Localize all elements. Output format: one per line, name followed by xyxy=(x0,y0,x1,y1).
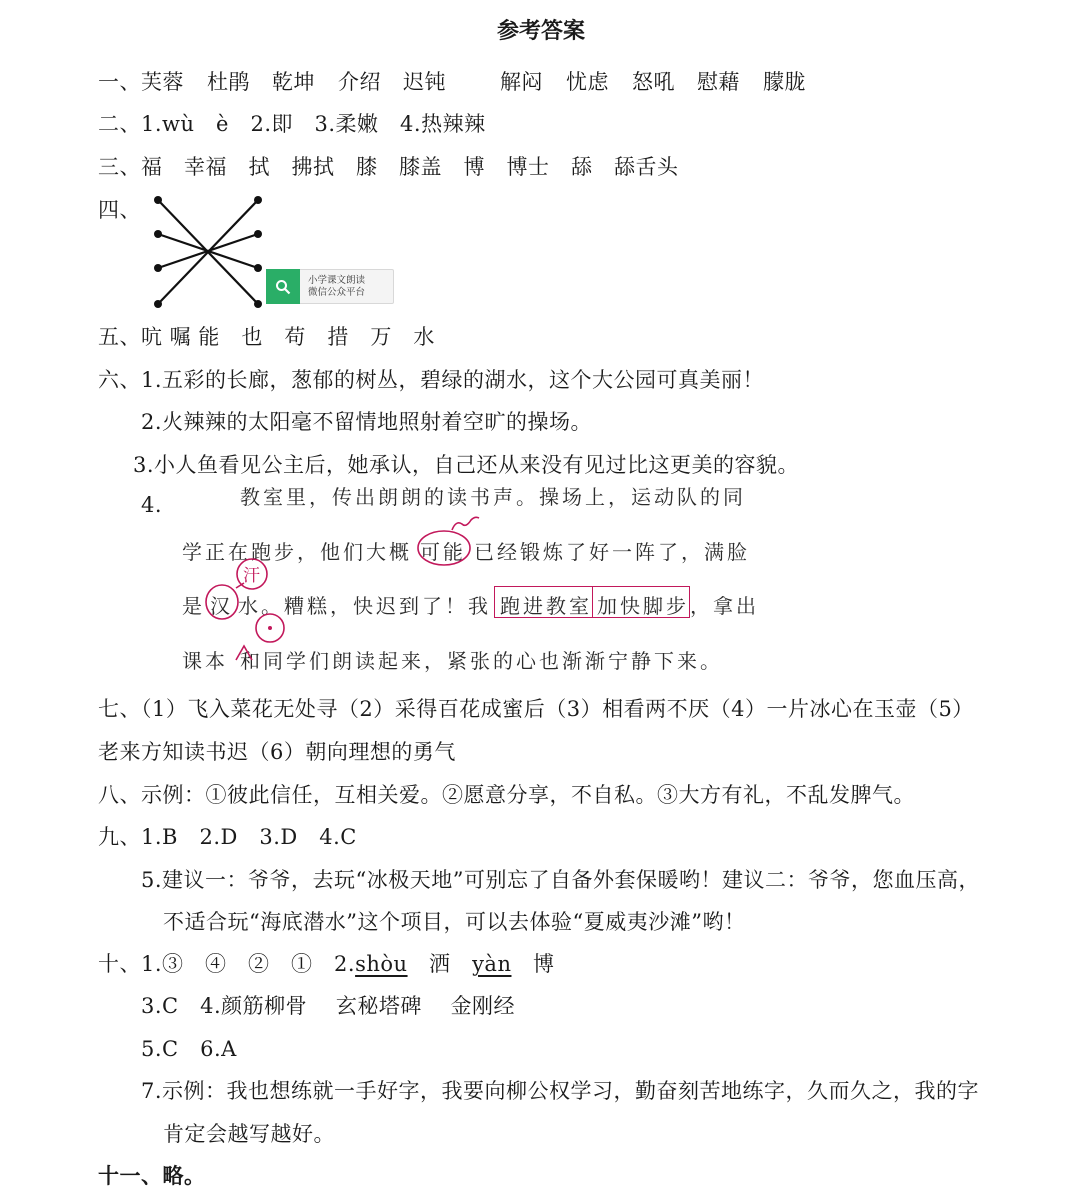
s9-line-1: 九、1.B 2.D 3.D 4.C xyxy=(98,825,357,849)
passage-boxed-phrase-1: 跑进教室 xyxy=(500,594,592,618)
section-5-line: 五、吭 嘱 能 也 苟 措 万 水 xyxy=(98,325,435,349)
passage-line-1: 教室里，传出朗朗的读书声。操场上，运动队的同 xyxy=(240,485,746,509)
tag-line-1: 小学课文朗读 xyxy=(308,274,366,286)
passage-line-3f: ，拿出 xyxy=(690,594,759,618)
s10-line-5: 肯定会越写越好。 xyxy=(163,1122,335,1146)
s10-line-1c: 博 xyxy=(511,952,555,976)
passage-line-4a: 课本 xyxy=(182,649,228,673)
correction-char-han: 汗 xyxy=(243,566,260,586)
s1-word: 介绍 xyxy=(338,70,381,94)
s6-line-4-number: 4. xyxy=(141,493,163,517)
s1-word: 朦胧 xyxy=(763,70,806,94)
passage-line-3c: 水。糟糕，快迟到了！我 xyxy=(238,594,491,618)
s10-pinyin-yan: yàn xyxy=(472,952,512,976)
passage-line-3a: 是 xyxy=(182,594,205,618)
s6-line-2: 2.火辣辣的太阳毫不留情地照射着空旷的操场。 xyxy=(141,410,593,434)
s1-word: 乾坤 xyxy=(272,70,315,94)
passage-line-2c: 已经锻炼了好一阵了，满脸 xyxy=(474,540,750,564)
s1-word: 忧虑 xyxy=(566,70,609,94)
s7-line-1: 七、（1）飞入菜花无处寻（2）采得百花成蜜后（3）相看两不厌（4）一片冰心在玉壶（5） xyxy=(98,697,974,721)
s10-line-4: 7.示例：我也想练就一手好字，我要向柳公权学习，勤奋刻苦地练字，久而久之，我的字 xyxy=(141,1079,980,1103)
section-3-line: 三、福 幸福 拭 拂拭 膝 膝盖 博 博士 舔 舔舌头 xyxy=(98,155,679,179)
s1-word: 解闷 xyxy=(500,70,543,94)
s10-line-2: 3.C 4.颜筋柳骨 玄秘塔碑 金刚经 xyxy=(141,994,515,1018)
s7-line-2: 老来方知读书迟（6）朝向理想的勇气 xyxy=(98,740,456,764)
s6-line-1: 六、1.五彩的长廊，葱郁的树丛，碧绿的湖水，这个大公园可真美丽！ xyxy=(98,368,765,392)
s10-line-3: 5.C 6.A xyxy=(141,1037,237,1061)
s1-word: 杜鹃 xyxy=(207,70,250,94)
passage-circled-word: 可能 xyxy=(420,540,466,564)
s10-line-1 xyxy=(98,948,554,978)
section-4-label: 四、 xyxy=(98,198,141,222)
tag-line-2: 微信公众平台 xyxy=(308,286,366,298)
s10-pinyin-shou: shòu xyxy=(355,952,408,976)
s8-line: 八、示例：①彼此信任，互相关爱。②愿意分享，不自私。③大方有礼，不乱发脾气。 xyxy=(98,783,915,807)
s10-line-1b: 洒 xyxy=(407,952,473,976)
s1-word: 慰藉 xyxy=(697,70,740,94)
s1-word: 芙蓉 xyxy=(141,70,184,94)
s1-word: 迟钝 xyxy=(403,70,446,94)
passage-wrong-char: 汉 xyxy=(210,594,233,618)
s11-line: 十一、略。 xyxy=(98,1163,206,1188)
section-1-label: 一、 xyxy=(98,70,141,94)
s6-line-3: 3.小人鱼看见公主后，她承认，自己还从来没有见过比这更美的容貌。 xyxy=(133,453,800,477)
passage-boxed-phrase-2: 加快脚步 xyxy=(597,594,689,618)
s9-line-2: 5.建议一：爷爷，去玩“冰极天地”可别忘了自备外套保暖哟！建议二：爷爷，您血压高， xyxy=(141,868,981,892)
passage-line-2a: 学正在跑步，他们大概 xyxy=(182,540,412,564)
section-2-line: 二、1.wù è 2.即 3.柔嫩 4.热辣辣 xyxy=(98,112,486,136)
s10-line-1a: 十、1.③ ④ ② ① 2. xyxy=(98,952,356,976)
page-title: 参考答案 xyxy=(497,18,586,44)
s1-word: 怒吼 xyxy=(632,70,675,94)
s9-line-3: 不适合玩“海底潜水”这个项目，可以去体验“夏威夷沙滩”哟！ xyxy=(163,910,746,934)
passage-line-4b: 和同学们朗读起来，紧张的心也渐渐宁静下来。 xyxy=(240,649,723,673)
